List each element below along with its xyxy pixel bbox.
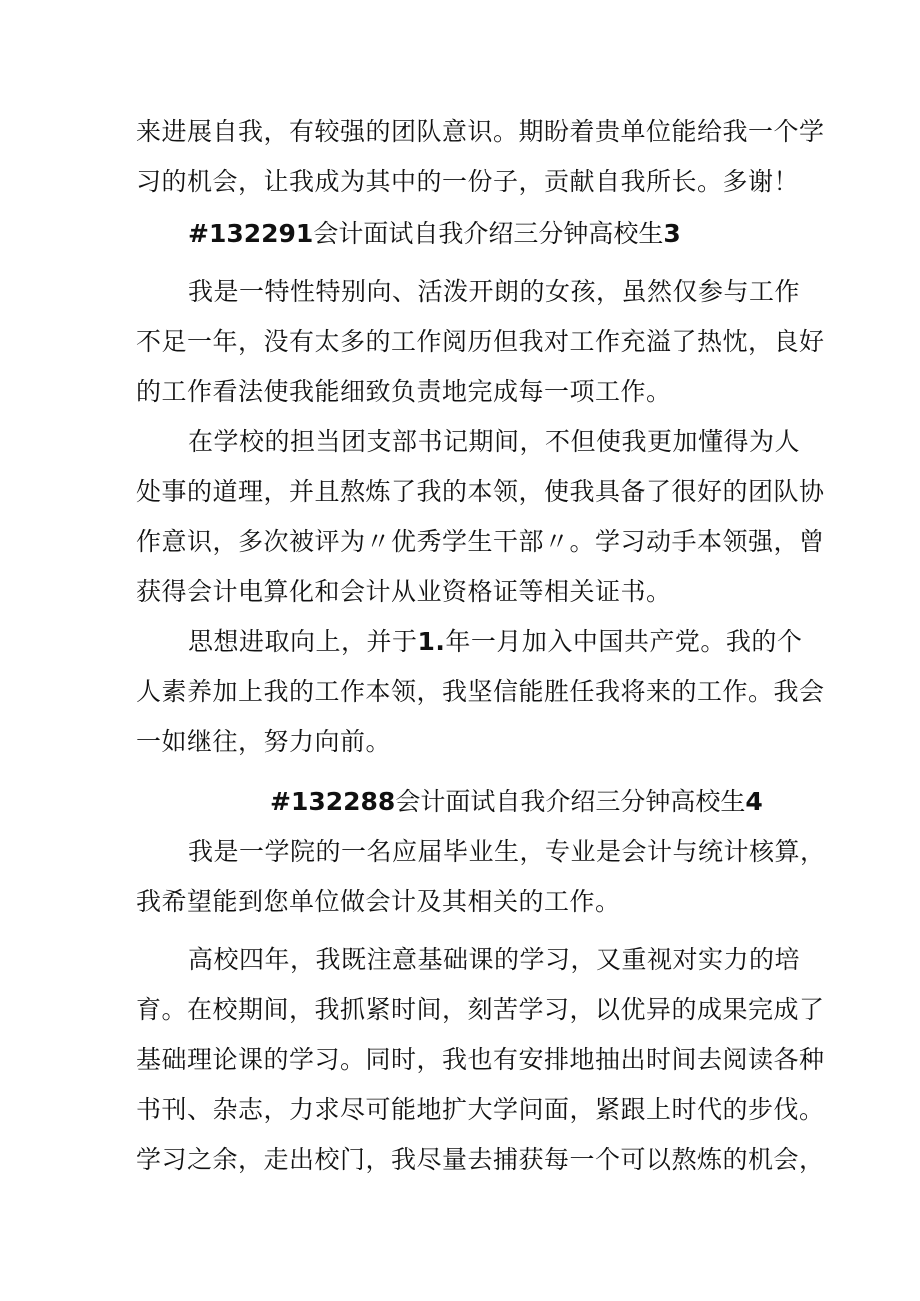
- heading-suffix: 3: [663, 219, 681, 248]
- section-heading-3: [188, 212, 681, 256]
- paragraph-line: 我是一特性特别向、活泼开朗的女孩，虽然仅参与工作: [188, 277, 801, 306]
- paragraph-line: 我希望能到您单位做会计及其相关的工作。: [136, 887, 621, 916]
- paragraph-line: 学习之余，走出校门，我尽量去捕获每一个可以熬炼的机会，: [136, 1145, 825, 1174]
- text-segment: 年一月加入中国共产党。我的个: [445, 627, 803, 656]
- paragraph-line: 获得会计电算化和会计从业资格证等相关证书。: [136, 577, 672, 606]
- paragraph-line: 在学校的担当团支部书记期间，不但使我更加懂得为人: [188, 427, 801, 456]
- heading-suffix: 4: [745, 787, 763, 816]
- heading-number: #132288: [270, 787, 396, 816]
- heading-text: 会计面试自我介绍三分钟高校生: [313, 219, 664, 248]
- paragraph-line: 高校四年，我既注意基础课的学习，又重视对实力的培: [188, 945, 801, 974]
- paragraph-line: [188, 622, 848, 662]
- paragraph-line: 习的机会，让我成为其中的一份子，贡献自我所长。多谢！: [136, 167, 800, 196]
- paragraph-line: 来进展自我，有较强的团队意识。期盼着贵单位能给我一个学: [136, 117, 825, 146]
- paragraph-line: 人素养加上我的工作本领，我坚信能胜任我将来的工作。我会: [136, 677, 825, 706]
- heading-number: #132291: [188, 219, 314, 248]
- paragraph-line: 育。在校期间，我抓紧时间，刻苦学习，以优异的成果完成了: [136, 995, 825, 1024]
- text-segment: 思想进取向上，并于: [188, 627, 418, 656]
- paragraph-line: 我是一学院的一名应届毕业生，专业是会计与统计核算，: [188, 837, 826, 866]
- paragraph-line: 书刊、杂志，力求尽可能地扩大学问面，紧跟上时代的步伐。: [136, 1095, 825, 1124]
- section-heading-4: [270, 780, 763, 824]
- paragraph-line: 的工作看法使我能细致负责地完成每一项工作。: [136, 377, 672, 406]
- paragraph-line: 基础理论课的学习。同时，我也有安排地抽出时间去阅读各种: [136, 1045, 825, 1074]
- paragraph-line: 一如继往，努力向前。: [136, 727, 392, 756]
- heading-text: 会计面试自我介绍三分钟高校生: [395, 787, 746, 816]
- paragraph-line: 作意识，多次被评为〃优秀学生干部〃。学习动手本领强，曾: [136, 527, 825, 556]
- text-segment-bold: 1.: [417, 627, 446, 656]
- paragraph-line: 处事的道理，并且熬炼了我的本领，使我具备了很好的团队协: [136, 477, 825, 506]
- paragraph-line: 不足一年，没有太多的工作阅历但我对工作充溢了热忱，良好: [136, 327, 825, 356]
